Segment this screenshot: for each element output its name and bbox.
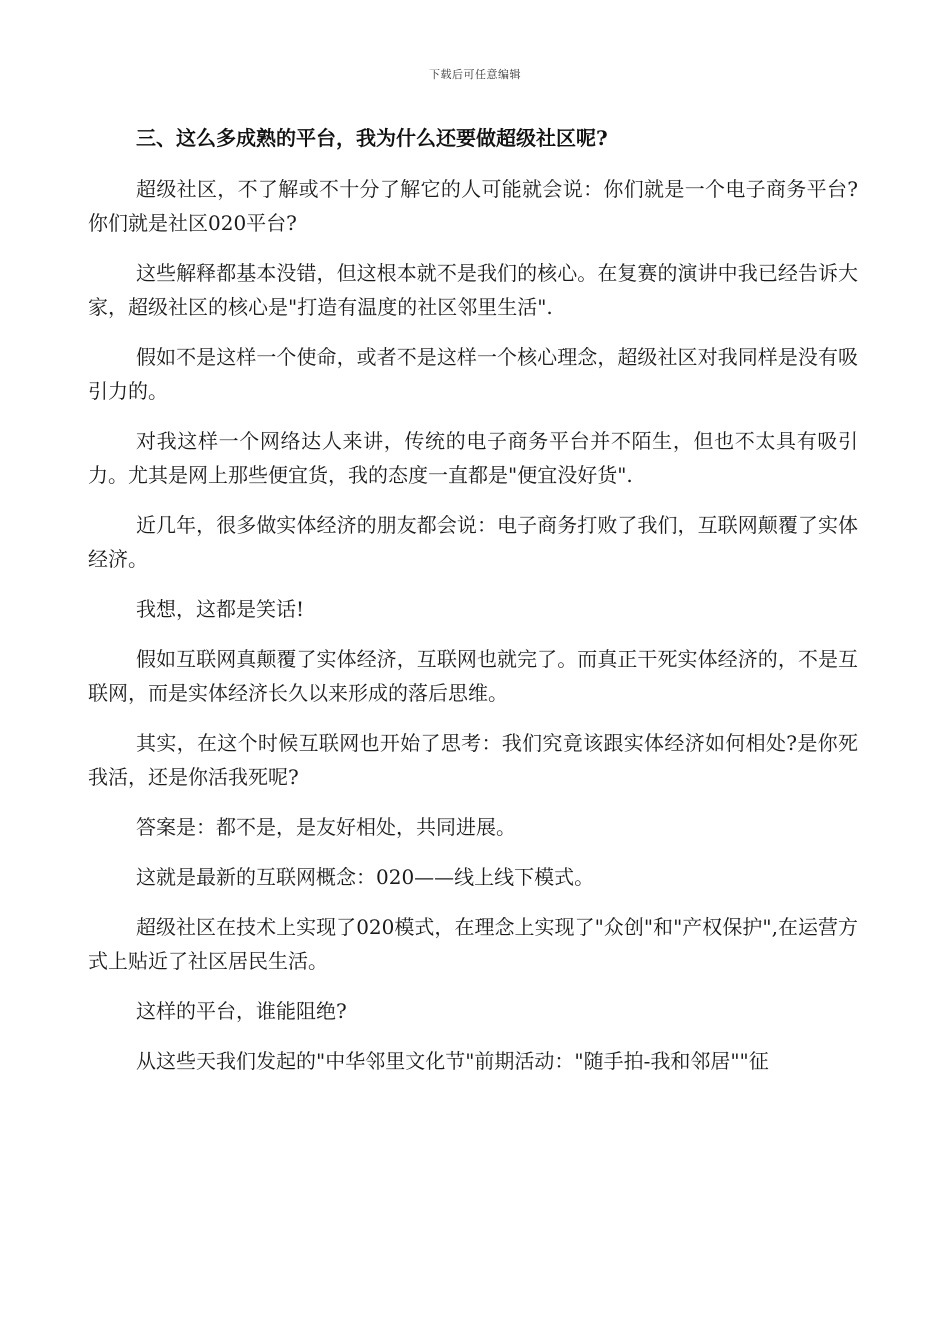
paragraph-5: 近几年，很多做实体经济的朋友都会说：电子商务打败了我们，互联网颠覆了实体经济。 [88, 513, 858, 571]
paragraph-9: 答案是：都不是，是友好相处，共同进展。 [136, 815, 516, 839]
section-heading: 三、这么多成熟的平台，我为什么还要做超级社区呢? [136, 126, 608, 150]
paragraph-10: 这就是最新的互联网概念：020——线上线下模式。 [136, 865, 595, 889]
paragraph-1: 超级社区，不了解或不十分了解它的人可能就会说：你们就是一个电子商务平台?你们就是社区020平台? [88, 177, 858, 235]
paragraph-12: 这样的平台，谁能阻绝? [136, 999, 347, 1023]
paragraph-11: 超级社区在技术上实现了020模式，在理念上实现了"众创"和"产权保护",在运营方式上贴近了社区居民生活。 [88, 915, 858, 973]
paragraph-3: 假如不是这样一个使命，或者不是这样一个核心理念，超级社区对我同样是没有吸引力的。 [88, 345, 858, 403]
paragraph-7: 假如互联网真颠覆了实体经济，互联网也就完了。而真正干死实体经济的，不是互联网，而是实体经济长久以来形成的落后思维。 [88, 647, 858, 705]
paragraph-8: 其实，在这个时候互联网也开始了思考：我们究竟该跟实体经济如何相处?是你死我活，还是你活我死呢? [88, 731, 858, 789]
paragraph-13: 从这些天我们发起的"中华邻里文化节"前期活动："随手拍-我和邻居""征 [136, 1049, 769, 1073]
paragraph-4: 对我这样一个网络达人来讲，传统的电子商务平台并不陌生，但也不太具有吸引力。尤其是网上那些便宜货，我的态度一直都是"便宜没好货". [88, 429, 858, 487]
paragraph-6: 我想，这都是笑话! [136, 597, 305, 621]
page-header: 下载后可任意编辑 [429, 68, 521, 81]
paragraph-2: 这些解释都基本没错，但这根本就不是我们的核心。在复赛的演讲中我已经告诉大家，超级社区的核心是"打造有温度的社区邻里生活". [88, 261, 858, 319]
document-body [88, 120, 858, 1094]
